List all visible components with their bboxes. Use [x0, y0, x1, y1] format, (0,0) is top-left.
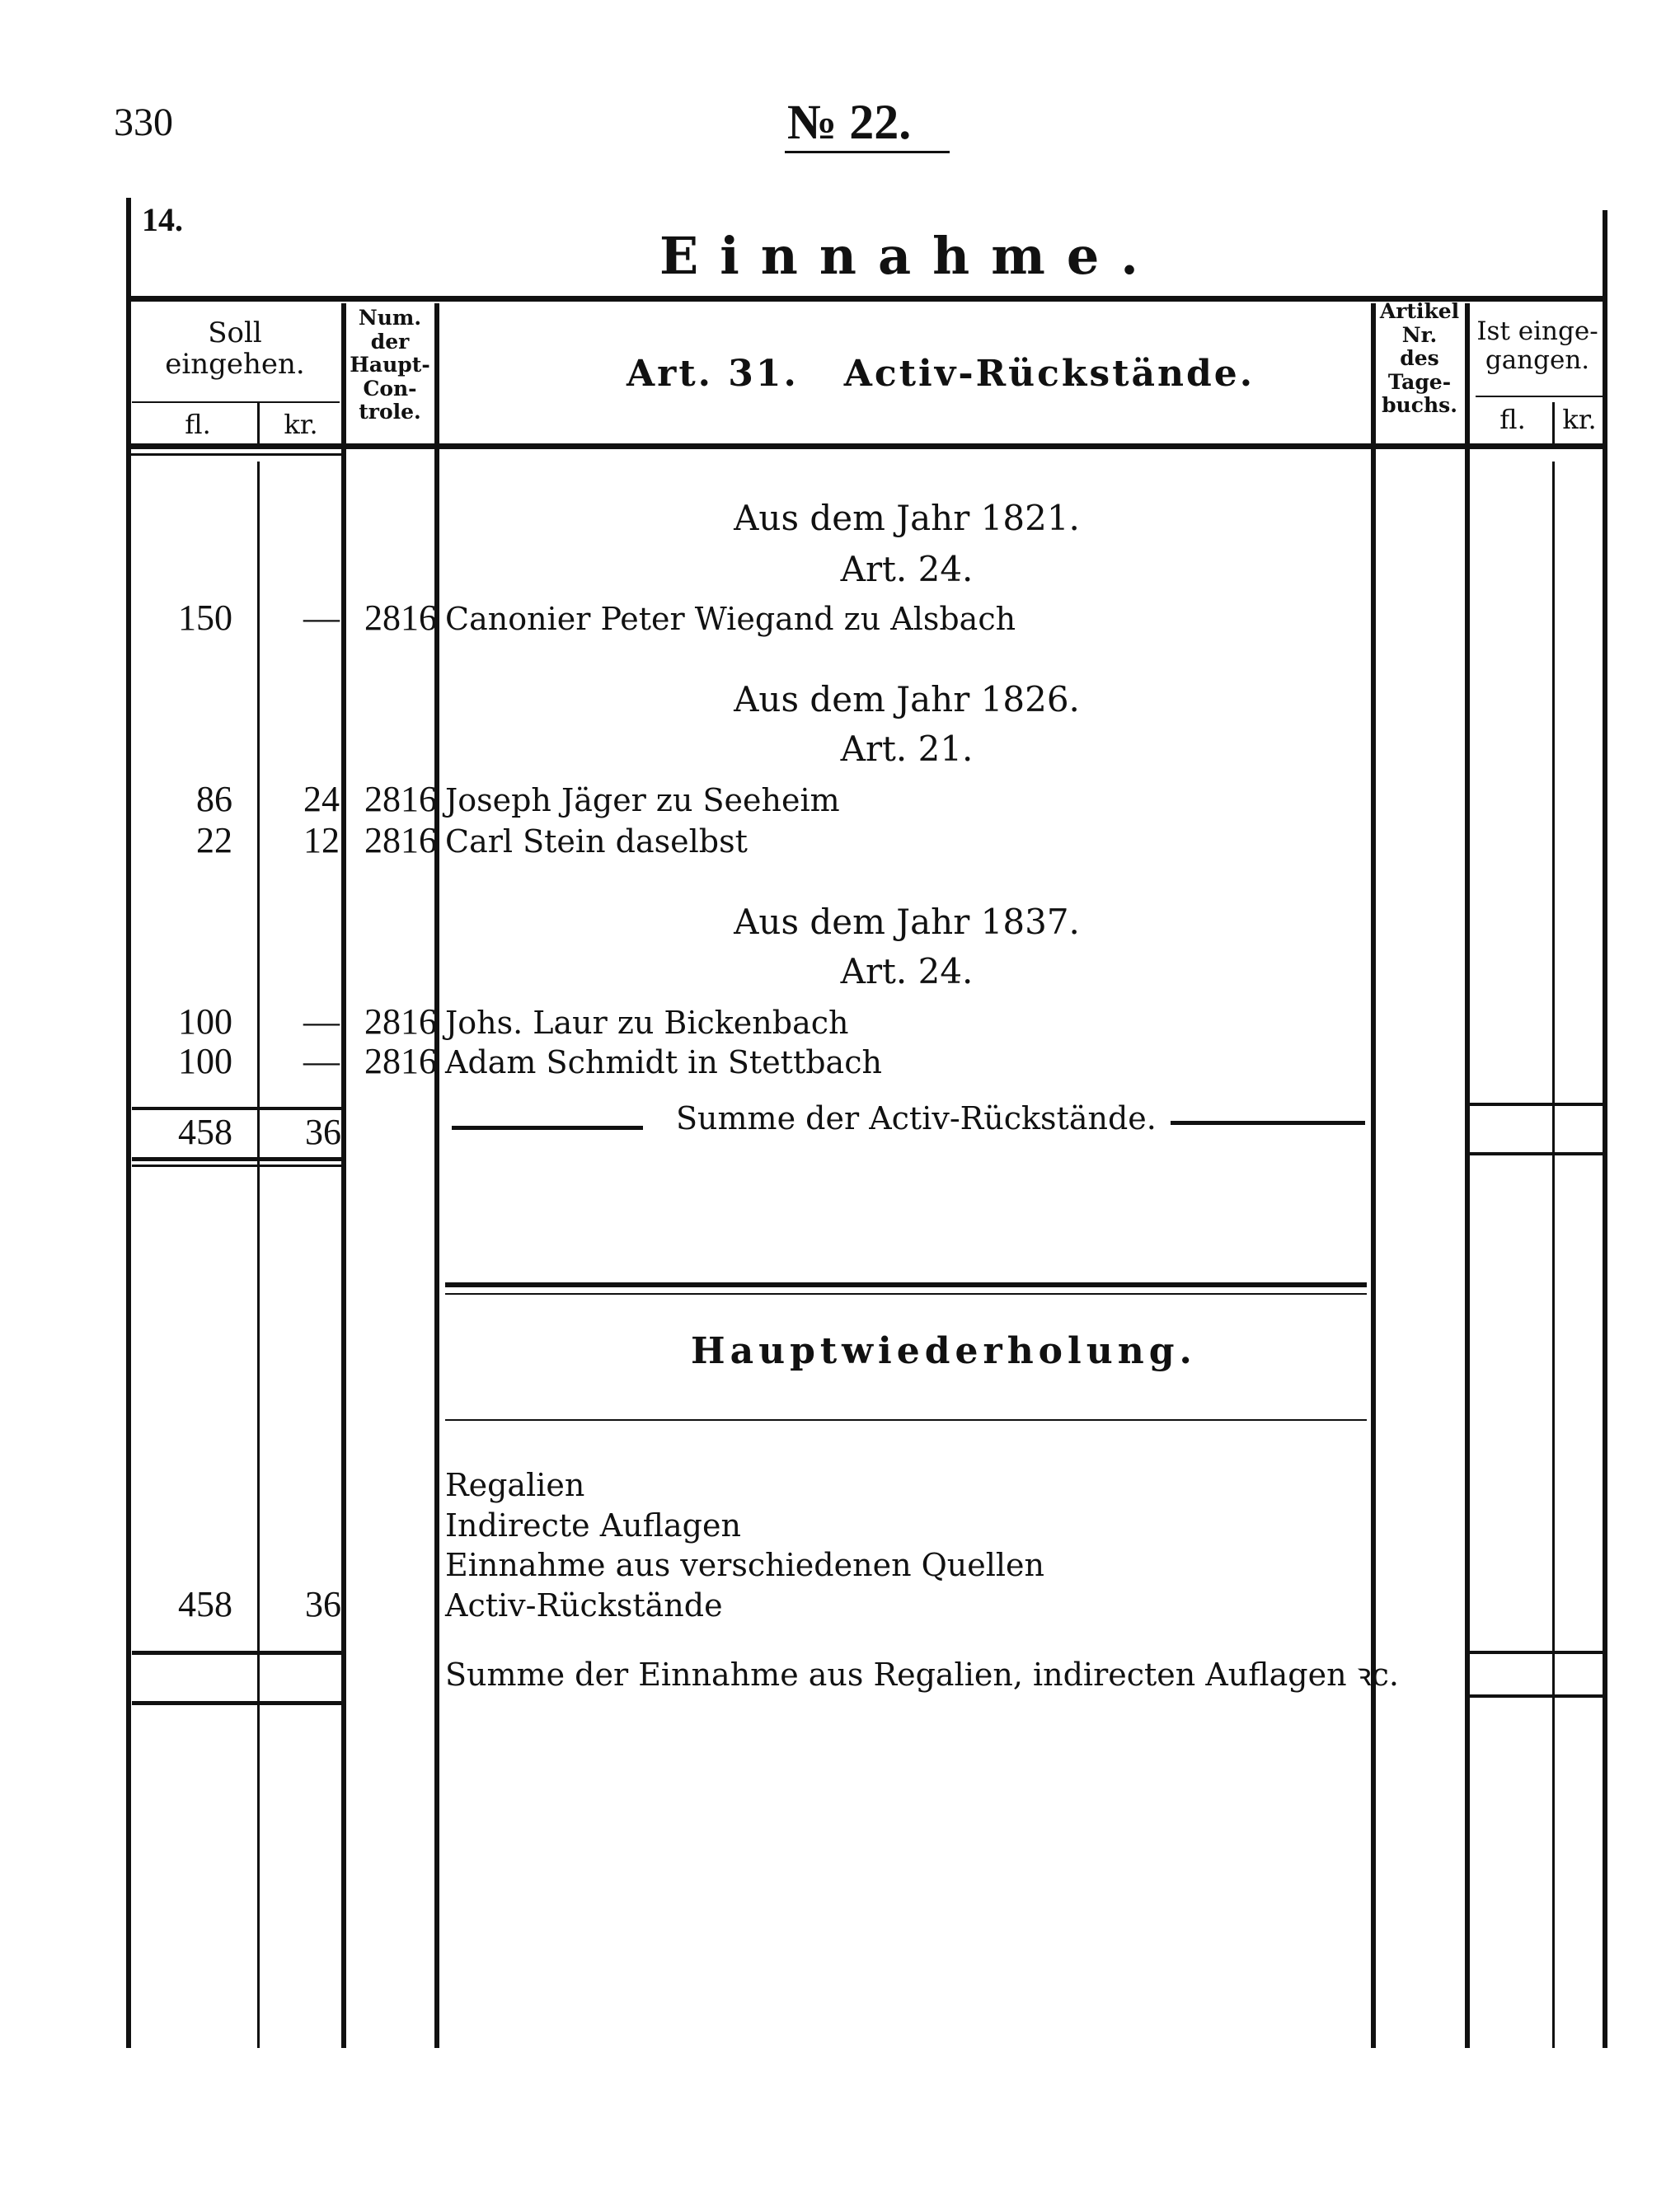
- year-heading: Aus dem Jahr 1821.: [734, 498, 1080, 538]
- row-kr: 12: [303, 820, 340, 860]
- fl-kr-divider-body: [257, 462, 260, 2048]
- haupt-item-activ: Activ-Rückstände: [445, 1587, 723, 1624]
- row-kr: —: [303, 598, 340, 638]
- row-num: 2816: [364, 779, 437, 819]
- page-title: Einnahme.: [659, 226, 1160, 286]
- soll-num-divider: [341, 303, 346, 2048]
- haupt-summe-top-rule-left: [132, 1651, 345, 1655]
- section-number: 14.: [142, 201, 183, 238]
- document-number: № 22.: [787, 95, 912, 149]
- year-heading: Aus dem Jahr 1826.: [734, 679, 1080, 719]
- ist-summe-bottom-rule: [1470, 1152, 1605, 1155]
- row-num: 2816: [364, 598, 437, 638]
- soll-kr-header: kr.: [284, 409, 318, 440]
- summe-dash-right: [1171, 1121, 1365, 1125]
- haupt-item-regalien: Regalien: [445, 1467, 585, 1503]
- ist-header: Ist einge- gangen.: [1476, 316, 1598, 375]
- haupt-activ-fl: 458: [178, 1584, 232, 1624]
- row-fl: 100: [178, 1041, 232, 1081]
- row-text: Johs. Laur zu Bickenbach: [445, 1005, 849, 1041]
- row-fl: 150: [178, 598, 232, 638]
- ist-fl-kr-divider-body: [1552, 462, 1555, 2048]
- soll-header: Soll eingehen.: [165, 316, 305, 382]
- haupt-under-title-rule: [445, 1419, 1367, 1421]
- year-heading: Aus dem Jahr 1837.: [734, 902, 1080, 942]
- article-title: Art. 31. Activ-Rückstände.: [627, 353, 1255, 395]
- row-text: Canonier Peter Wiegand zu Alsbach: [445, 601, 1016, 637]
- row-text: Joseph Jäger zu Seeheim: [445, 782, 840, 818]
- header-bottom-rule: [129, 443, 1606, 449]
- summe-top-rule-left: [132, 1107, 345, 1110]
- row-fl: 86: [196, 779, 232, 819]
- summe-kr: 36: [305, 1112, 341, 1152]
- right-border-line: [1603, 210, 1607, 2048]
- row-num: 2816: [364, 1001, 437, 1042]
- row-num: 2816: [364, 1041, 437, 1081]
- header-bottom-rule-thin: [129, 453, 345, 456]
- ist-fl-header: fl.: [1499, 404, 1526, 435]
- row-fl: 22: [196, 820, 232, 860]
- summe-dash-left: [452, 1126, 643, 1130]
- row-kr: —: [303, 1001, 340, 1042]
- row-num: 2816: [364, 820, 437, 860]
- left-border-line: [126, 198, 131, 2048]
- art-heading: Art. 21.: [840, 729, 974, 769]
- summe-bottom-rule-left: [132, 1157, 345, 1161]
- ist-subrule: [1476, 396, 1603, 397]
- num-hauptcontrole-header: Num. der Haupt- Con- trole.: [350, 306, 430, 424]
- haupt-top-rule: [445, 1282, 1367, 1287]
- art-heading: Art. 24.: [840, 549, 974, 589]
- row-text: Adam Schmidt in Stettbach: [445, 1044, 882, 1080]
- haupt-summe-bottom-rule-left: [132, 1701, 345, 1705]
- num-text-divider: [434, 303, 439, 2048]
- haupt-summe-label: Summe der Einnahme aus Regalien, indirecten Auflagen ꝛc.: [445, 1657, 1399, 1693]
- ist-summe-top-rule: [1470, 1103, 1605, 1106]
- haupt-top-rule-thin: [445, 1293, 1367, 1295]
- summe-bottom-rule-left-2: [132, 1165, 345, 1167]
- row-kr: —: [303, 1041, 340, 1081]
- soll-subrule: [132, 401, 340, 403]
- summe-activ-label: Summe der Activ-Rückstände.: [676, 1100, 1157, 1136]
- document-number-underline: [785, 151, 950, 153]
- haupt-ist-top-rule: [1470, 1651, 1605, 1654]
- haupt-item-quellen: Einnahme aus verschiedenen Quellen: [445, 1547, 1045, 1583]
- hauptwiederholung-title: Hauptwiederholung.: [691, 1330, 1197, 1372]
- fl-kr-divider: [257, 402, 260, 443]
- artikel-ist-divider: [1465, 303, 1470, 2048]
- ist-kr-header: kr.: [1562, 404, 1597, 435]
- row-fl: 100: [178, 1001, 232, 1042]
- soll-fl-header: fl.: [185, 409, 211, 440]
- page-number: 330: [114, 101, 173, 144]
- row-text: Carl Stein daselbst: [445, 823, 748, 860]
- haupt-item-indirecte: Indirecte Auflagen: [445, 1507, 741, 1544]
- row-kr: 24: [303, 779, 340, 819]
- summe-fl: 458: [178, 1112, 232, 1152]
- artikel-tagebuch-header: Artikel Nr. des Tage- buchs.: [1379, 299, 1460, 417]
- haupt-ist-bottom-rule: [1470, 1694, 1605, 1698]
- text-artikel-divider: [1371, 303, 1376, 2048]
- art-heading: Art. 24.: [840, 951, 974, 991]
- ist-fl-kr-divider: [1552, 402, 1555, 443]
- haupt-activ-kr: 36: [305, 1584, 341, 1624]
